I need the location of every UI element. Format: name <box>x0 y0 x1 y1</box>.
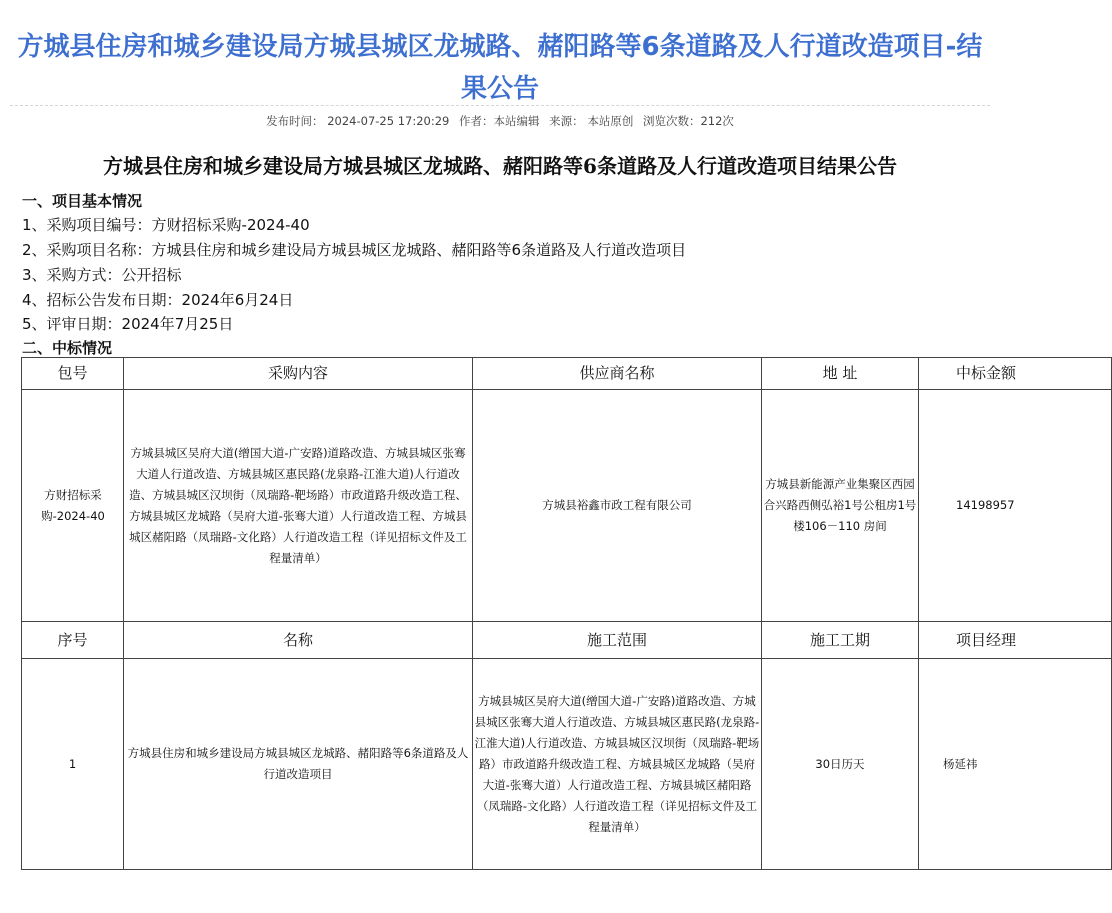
award-table <box>21 357 1112 870</box>
info-item-project-no: 1、采购项目编号：方财招标采购-2024-40 <box>22 216 310 234</box>
table1-header-row <box>22 358 1112 390</box>
header-package-no: 包号 <box>22 358 124 390</box>
cell-supplier: 方城县裕鑫市政工程有限公司 <box>473 390 762 622</box>
header-name: 名称 <box>124 622 473 659</box>
cell-package-no: 方财招标采购-2024-40 <box>22 390 124 622</box>
info-item-review-date: 5、评审日期：2024年7月25日 <box>22 315 234 333</box>
header-supplier: 供应商名称 <box>473 358 762 390</box>
cell-name: 方城县住房和城乡建设局方城县城区龙城路、赭阳路等6条道路及人行道改造项目 <box>124 659 473 870</box>
header-content: 采购内容 <box>124 358 473 390</box>
cell-period: 30日历天 <box>762 659 919 870</box>
info-item-announce-date: 4、招标公告发布日期：2024年6月24日 <box>22 291 294 309</box>
section-heading-basic-info: 一、项目基本情况 <box>22 192 143 210</box>
article-meta <box>0 113 1000 129</box>
cell-content: 方城县城区吴府大道(缯国大道-广安路)道路改造、方城县城区张骞大道人行道改造、方城县城区惠民路(龙泉路-江淮大道)人行道改造、方城县城区汉坝街（凤瑞路-靶场路）市政道路升级改造工程、方城县城区龙城路（吴府大道-张骞大道）人行道改造工程、方城县城区赭阳路（凤瑞路-文化路）人行道改造工程（详见招标文件及工程量清单） <box>124 390 473 622</box>
cell-amount: 14198957 <box>919 390 1112 622</box>
header-period: 施工工期 <box>762 622 919 659</box>
cell-scope: 方城县城区吴府大道(缯国大道-广安路)道路改造、方城县城区张骞大道人行道改造、方城县城区惠民路(龙泉路-江淮大道)人行道改造、方城县城区汉坝街（凤瑞路-靶场路）市政道路升级改造工程、方城县城区龙城路（吴府大道-张骞大道）人行道改造工程、方城县城区赭阳路（凤瑞路-文化路）人行道改造工程（详见招标文件及工程量清单） <box>473 659 762 870</box>
info-item-method: 3、采购方式：公开招标 <box>22 266 182 284</box>
award-table-wrapper <box>21 357 1017 913</box>
title-divider <box>10 105 990 106</box>
table2-row <box>22 659 1112 870</box>
cell-address: 方城县新能源产业集聚区西园合兴路西侧弘裕1号公租房1号楼106－110 房间 <box>762 390 919 622</box>
table2-header-row <box>22 622 1112 659</box>
article-title: 方城县住房和城乡建设局方城县城区龙城路、赭阳路等6条道路及人行道改造项目结果公告 <box>103 154 897 178</box>
cell-seq: 1 <box>22 659 124 870</box>
publish-time: 发布时间： 2024-07-25 17:20:29 <box>266 114 450 128</box>
info-item-project-name: 2、采购项目名称：方城县住房和城乡建设局方城县城区龙城路、赭阳路等6条道路及人行道改造项目 <box>22 241 687 259</box>
header-amount: 中标金额 <box>919 358 1112 390</box>
header-seq: 序号 <box>22 622 124 659</box>
section-heading-award: 二、中标情况 <box>22 339 113 357</box>
header-manager: 项目经理 <box>919 622 1112 659</box>
view-count: 浏览次数：212次 <box>642 114 734 128</box>
cell-manager: 杨延祎 <box>919 659 1112 870</box>
page-title: 方城县住房和城乡建设局方城县城区龙城路、赭阳路等6条道路及人行道改造项目-结果公告 <box>17 32 983 104</box>
header-scope: 施工范围 <box>473 622 762 659</box>
header-address: 地 址 <box>762 358 919 390</box>
table1-row <box>22 390 1112 622</box>
author: 作者：本站编辑 <box>459 114 540 128</box>
source: 来源： 本站原创 <box>549 114 634 128</box>
